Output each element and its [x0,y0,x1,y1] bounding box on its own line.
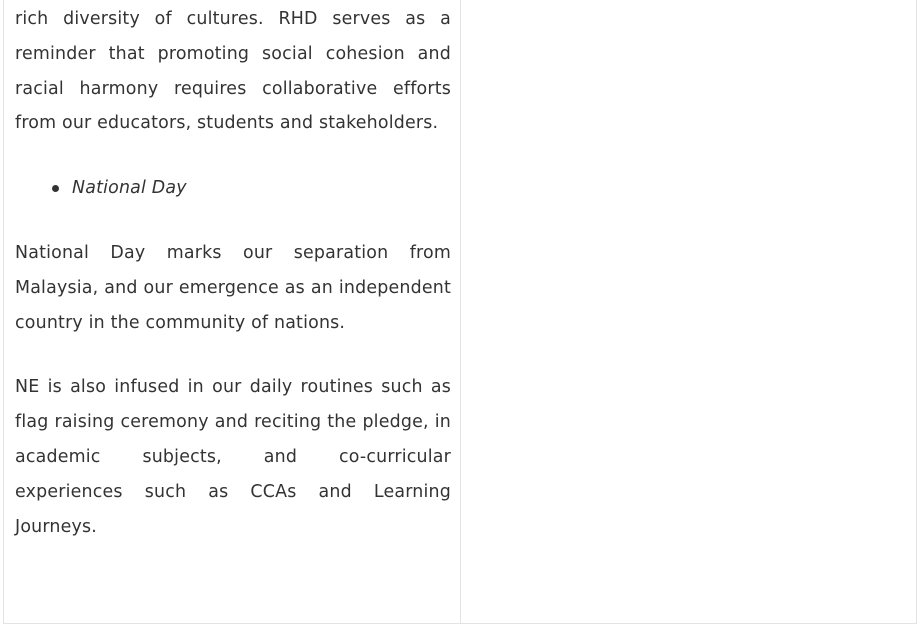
list-item-national-day [72,171,451,206]
list-item-label: National Day [72,178,187,199]
bullet-icon [52,185,59,192]
paragraph-ne: NE is also infused in our daily routines such as flag raising ceremony and reciting the pledge, in academic subjects, and co-curricular experiences such as CCAs and Learning Journeys. [15,377,451,537]
table-cell-left [4,0,461,623]
paragraph-rhd: rich diversity of cultures. RHD serves as a reminder that promoting social cohesion and racial harmony requires collaborative efforts from our educators, students and stakeholders. [15,9,451,134]
table-cell-right [461,0,916,623]
article-body [15,2,451,544]
bullet-list [15,171,451,206]
paragraph-national-day: National Day marks our separation from Malaysia, and our emergence as an independent country in the community of nations. [15,242,451,333]
content-table [3,0,917,624]
